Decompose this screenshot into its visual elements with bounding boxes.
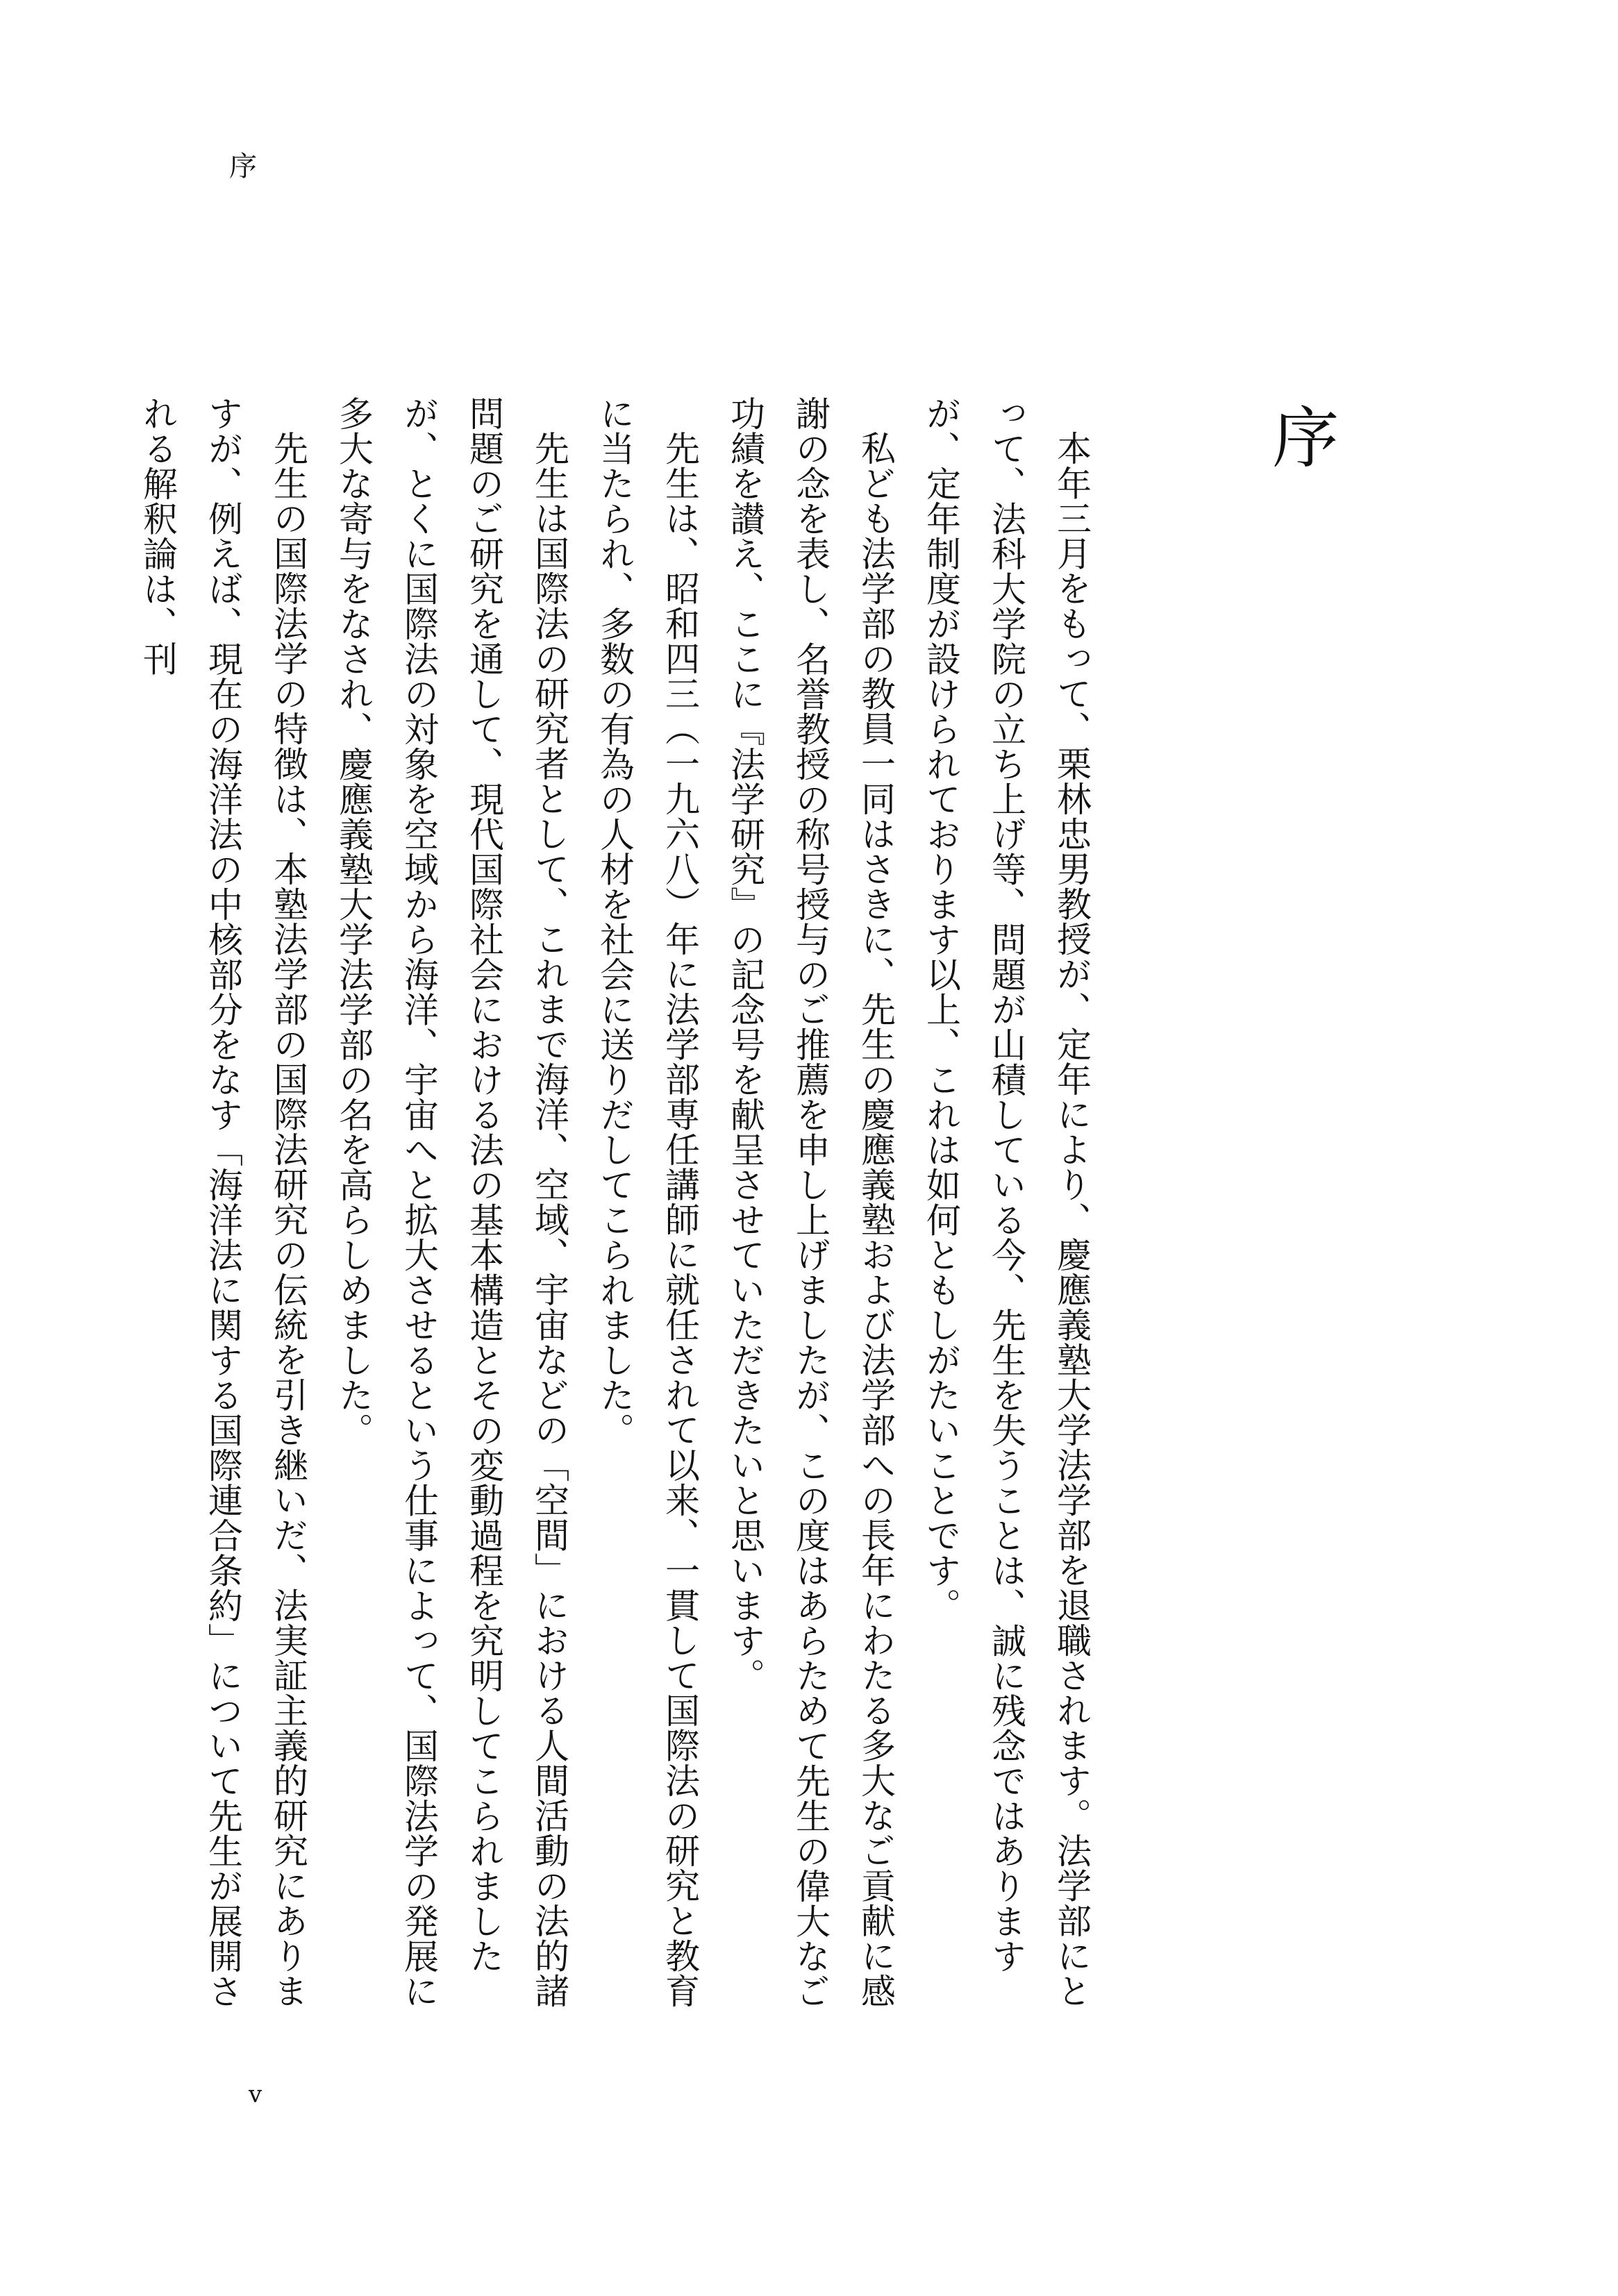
running-head: 序: [229, 151, 257, 183]
chapter-title: 序: [1261, 403, 1340, 469]
page-number: v: [249, 2081, 262, 2109]
paragraph-2: 私ども法学部の教員一同はさきに、先生の慶應義塾および法学部への長年にわたる多大なご貢献に感謝の念を表し、名誉教授の称号授与のご推薦を申し上げましたが、この度はあらためて先生の偉大なご功績を讃え、ここに『法学研究』の記念号を献呈させていただきたいと思います。: [725, 396, 896, 2009]
paragraph-4: 先生は国際法の研究者として、これまで海洋、空域、宇宙などの「空間」における人間活動の法的諸問題のご研究を通して、現代国際社会における法の基本構造とその変動過程を究明してこられましたが、とくに国際法の対象を空域から海洋、宇宙へと拡大させるという仕事によって、国際法学の発展に多大な寄与をなされ、慶應義塾大学法学部の名を高らしめました。: [333, 396, 569, 2009]
paragraph-5: 先生の国際法学の特徴は、本塾法学部の国際法研究の伝統を引き継いだ、法実証主義的研究にありますが、例えば、現在の海洋法の中核部分をなす「海洋法に関する国際連合条約」について先生が展開される解釈論は、刊: [137, 396, 308, 2009]
paragraph-1: 本年三月をもって、栗林忠男教授が、定年により、慶應義塾大学法学部を退職されます。法学部にとって、法科大学院の立ち上げ等、問題が山積している今、先生を失うことは、誠に残念ではありますが、定年制度が設けられております以上、これは如何ともしがたいことです。: [921, 396, 1092, 2009]
paragraph-3: 先生は、昭和四三（一九六八）年に法学部専任講師に就任されて以来、一貫して国際法の研究と教育に当たられ、多数の有為の人材を社会に送りだしてこられました。: [594, 396, 700, 2009]
body-text: [137, 396, 1104, 2027]
